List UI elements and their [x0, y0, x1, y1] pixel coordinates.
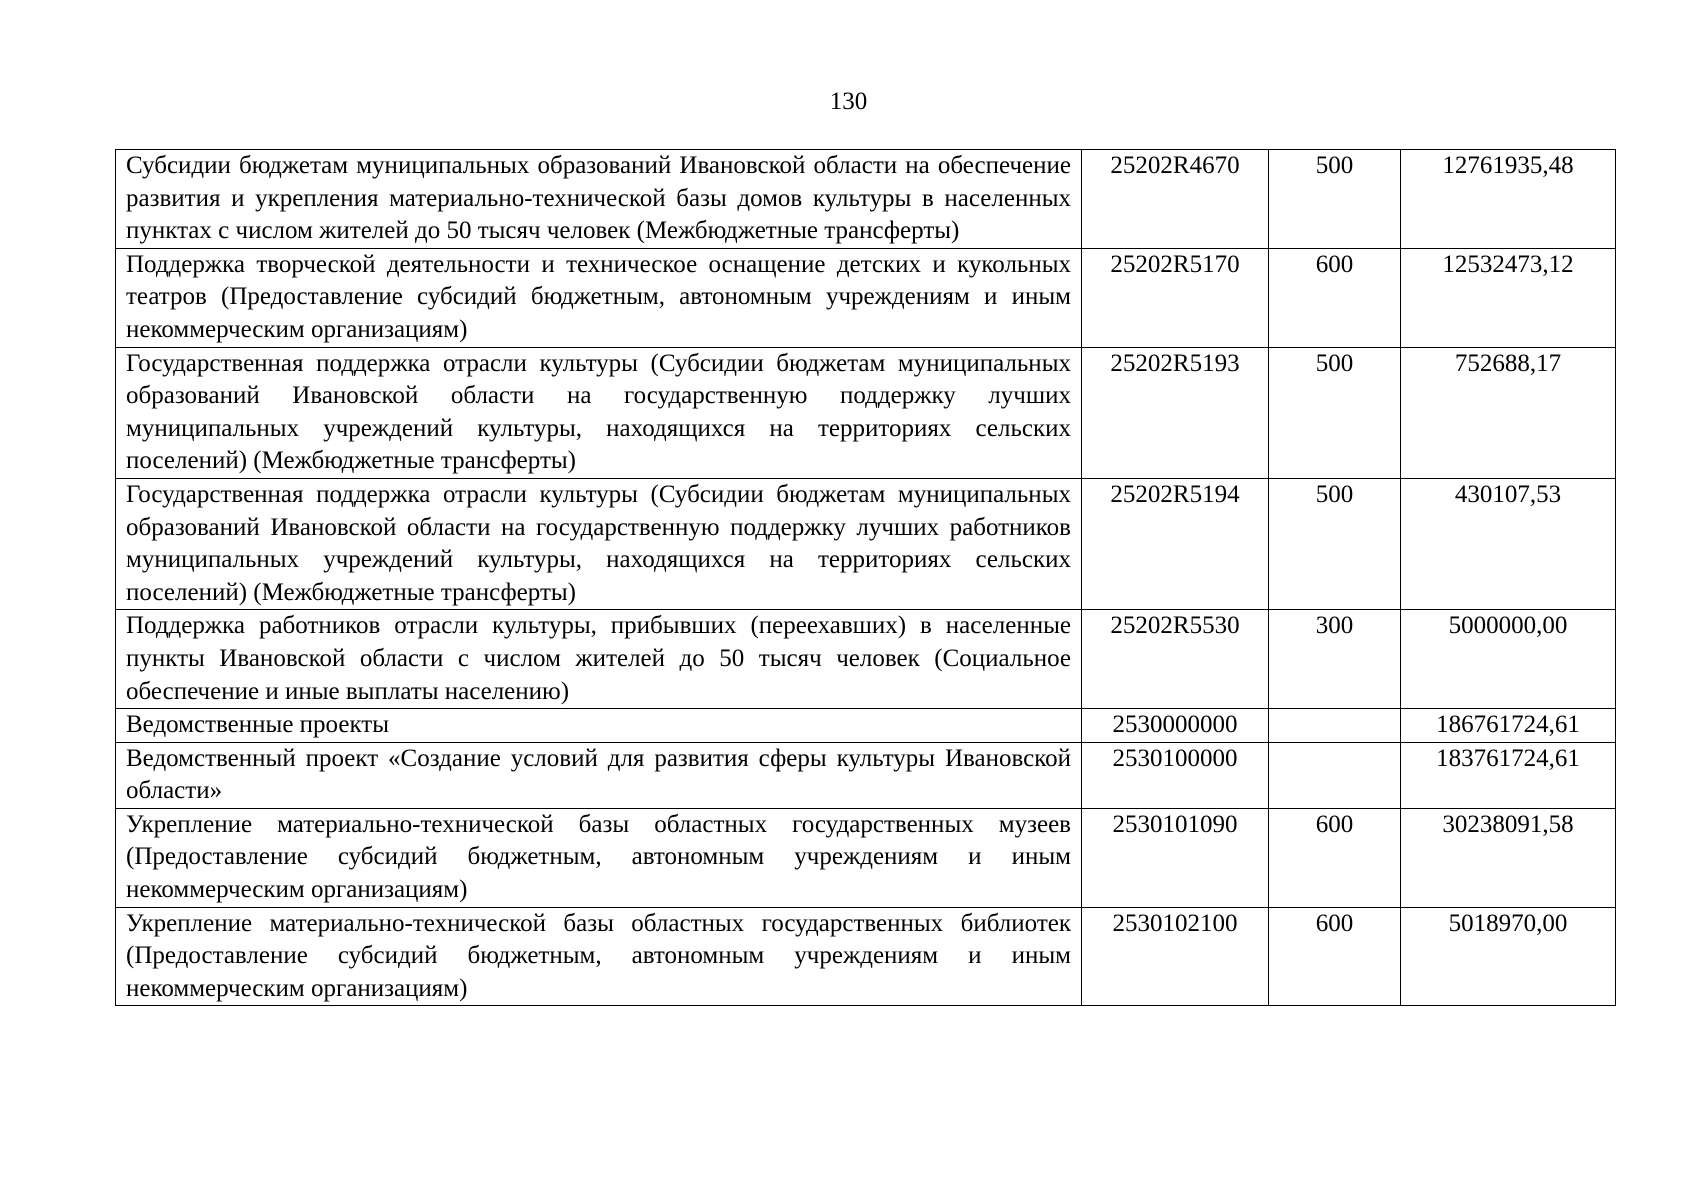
row-target-code: 25202R5193	[1082, 347, 1269, 478]
table-row	[116, 808, 1616, 907]
row-amount: 12532473,12	[1401, 248, 1616, 347]
row-target-code: 2530000000	[1082, 709, 1269, 743]
row-description: Ведомственный проект «Создание условий для развития сферы культуры Ивановской области»	[116, 742, 1082, 808]
row-target-code: 2530100000	[1082, 742, 1269, 808]
row-target-code: 2530101090	[1082, 808, 1269, 907]
row-description: Государственная поддержка отрасли культуры (Субсидии бюджетам муниципальных образований Ивановской области на государственную поддержку лучших работников муниципальных учреждений культуры, находящихся на территориях сельских поселений) (Межбюджетные трансферты)	[116, 478, 1082, 609]
table-row	[116, 248, 1616, 347]
row-expense-type: 600	[1269, 907, 1401, 1006]
row-amount: 30238091,58	[1401, 808, 1616, 907]
row-amount: 186761724,61	[1401, 709, 1616, 743]
table-row	[116, 347, 1616, 478]
row-target-code: 25202R5194	[1082, 478, 1269, 609]
row-target-code: 25202R5170	[1082, 248, 1269, 347]
row-description: Укрепление материально-технической базы областных государственных музеев (Предоставление субсидий бюджетным, автономным учреждениям и иным некоммерческим организациям)	[116, 808, 1082, 907]
row-description: Укрепление материально-технической базы областных государственных библиотек (Предоставление субсидий бюджетным, автономным учреждениям и иным некоммерческим организациям)	[116, 907, 1082, 1006]
row-amount: 752688,17	[1401, 347, 1616, 478]
row-amount: 5000000,00	[1401, 610, 1616, 709]
table-row	[116, 907, 1616, 1006]
table-row	[116, 610, 1616, 709]
row-expense-type: 600	[1269, 248, 1401, 347]
row-expense-type: 300	[1269, 610, 1401, 709]
table-row	[116, 742, 1616, 808]
row-target-code: 25202R5530	[1082, 610, 1269, 709]
table-row	[116, 709, 1616, 743]
row-description: Государственная поддержка отрасли культуры (Субсидии бюджетам муниципальных образований Ивановской области на государственную поддержку лучших муниципальных учреждений культуры, находящихся на территориях сельских поселений) (Межбюджетные трансферты)	[116, 347, 1082, 478]
row-target-code: 2530102100	[1082, 907, 1269, 1006]
row-target-code: 25202R4670	[1082, 150, 1269, 249]
row-description: Ведомственные проекты	[116, 709, 1082, 743]
row-amount: 430107,53	[1401, 478, 1616, 609]
row-expense-type	[1269, 709, 1401, 743]
row-amount: 5018970,00	[1401, 907, 1616, 1006]
row-expense-type: 600	[1269, 808, 1401, 907]
page-number: 130	[829, 88, 868, 115]
row-expense-type	[1269, 742, 1401, 808]
row-description: Субсидии бюджетам муниципальных образований Ивановской области на обеспечение развития и укрепления материально-технической базы домов культуры в населенных пунктах с числом жителей до 50 тысяч человек (Межбюджетные трансферты)	[116, 150, 1082, 249]
row-expense-type: 500	[1269, 150, 1401, 249]
row-description: Поддержка творческой деятельности и техническое оснащение детских и кукольных театров (Предоставление субсидий бюджетным, автономным учреждениям и иным некоммерческим организациям)	[116, 248, 1082, 347]
row-description: Поддержка работников отрасли культуры, прибывших (переехавших) в населенные пункты Ивановской области с числом жителей до 50 тысяч человек (Социальное обеспечение и иные выплаты населению)	[116, 610, 1082, 709]
row-amount: 183761724,61	[1401, 742, 1616, 808]
row-amount: 12761935,48	[1401, 150, 1616, 249]
table-row	[116, 478, 1616, 609]
budget-table	[115, 149, 1616, 1006]
row-expense-type: 500	[1269, 347, 1401, 478]
row-expense-type: 500	[1269, 478, 1401, 609]
table-row	[116, 150, 1616, 249]
